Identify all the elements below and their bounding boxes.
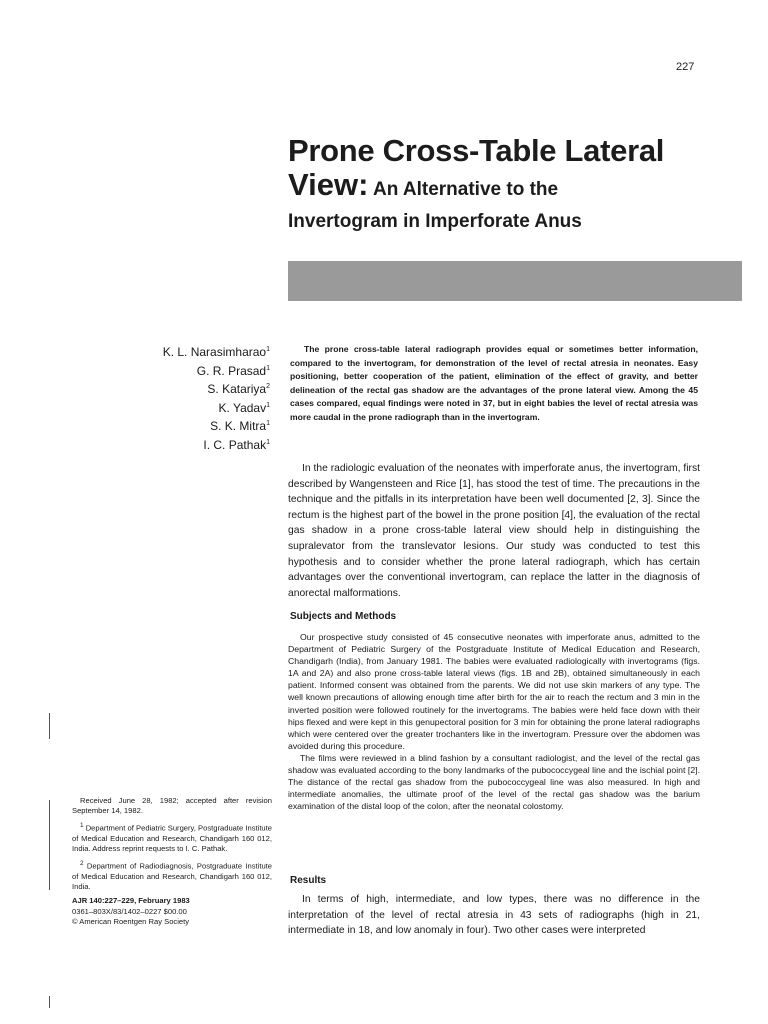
margin-rule bbox=[49, 800, 50, 890]
methods-section bbox=[288, 631, 700, 812]
margin-rule bbox=[49, 996, 50, 1008]
issn-line: 0361–803X/83/1402–0227 $00.00 bbox=[72, 906, 187, 916]
journal-citation: AJR 140:227–229, February 1983 bbox=[72, 896, 190, 906]
title-line-1: Prone Cross-Table Lateral bbox=[288, 133, 665, 168]
methods-heading: Subjects and Methods bbox=[290, 611, 397, 622]
margin-rule bbox=[49, 713, 50, 739]
methods-paragraph: The films were reviewed in a blind fashion by a consultant radiologist, and the level of the rectal gas shadow was evaluated according to the bony landmarks of the pubococcygeal line and the ischial point [2]. The distance of the rectal gas shadow from the pubococcygeal line was also measured. In high and intermediate anomalies, the ultimate proof of the level of the rectal gas shadow was the barium examination of the distal loop of the colon, after the neonatal colostomy. bbox=[288, 752, 700, 812]
footnote-1: $^1$ Department of Pediatric Surgery, Postgraduate Institute of Medical Education and Research, Chandigarh 160 012, India. Address reprint requests to I. C. Pathak. bbox=[72, 821, 272, 854]
footnote-2: $^2$ Department of Radiodiagnosis, Postgraduate Institute of Medical Education and Research, Chandigarh 160 012, India. bbox=[72, 859, 272, 891]
author: I. C. Pathak$^1$ bbox=[203, 437, 270, 452]
author-list bbox=[120, 342, 270, 453]
received-note: Received June 28, 1982; accepted after revision September 14, 1982. bbox=[72, 796, 272, 816]
title-subtitle-part: An Alternative to the bbox=[368, 179, 559, 200]
footnotes bbox=[72, 796, 272, 928]
results-heading: Results bbox=[290, 875, 327, 886]
abstract: The prone cross-table lateral radiograph provides equal or sometimes better information, compared to the invertogram, for demonstration of the level of rectal atresia in neonates. Easy positioning, better cooperation of the patient, elimination of the effect of gravity, and better delineation of the rectal gas shadow are the advantages of the prone lateral view. Among the 45 cases compared, equal findings were noted in 37, but in eight babies the level of rectal atresia was more caudal in the prone radiograph than in the invertogram. bbox=[290, 344, 698, 422]
page-number: 227 bbox=[676, 61, 695, 73]
introduction-paragraph: In the radiologic evaluation of the neonates with imperforate anus, the invertogram, first described by Wangensteen and Rice [1], has stood the test of time. The precautions in the technique and the pitfalls in its interpretation have been well documented [2, 3]. Since the rectum is the highest part of the bowel in the prone position [4], the evaluation of the rectal gas shadow in a prone cross-table lateral view should help in distinguishing the supralevator from the translevator lesions. Our study was conducted to test this hypothesis and to consider whether the prone lateral radiograph, which has certain advantages over the conventional invertogram, can replace the latter in the diagnosis of anorectal malformations. bbox=[288, 463, 700, 599]
author: G. R. Prasad$^1$ bbox=[196, 363, 270, 378]
author: K. Yadav$^1$ bbox=[218, 400, 270, 415]
title-main-word: View: bbox=[288, 167, 369, 202]
methods-paragraph: Our prospective study consisted of 45 consecutive neonates with imperforate anus, admitted to the Department of Pediatric Surgery of the Postgraduate Institute of Medical Education and Research, Chandigarh (India), from January 1981. The babies were evaluated radiologically with invertograms (figs. 1A and 2A) and also prone cross-table lateral views (figs. 1B and 2B), obtained simultaneously in each patient. Informed consent was obtained from the parents. We did not use skin markers of any type. The well known precautions of allowing enough time after birth for the air to reach the rectum and 3 min in the inverted position were followed routinely for the invertograms. The babies were held face down with their hips flexed and were kept in this genupectoral position for 3 min for obtaining the prone lateral radiographs which were centered over the greater trochanters like in the invertogram. Pressure over the abdomen was avoided during this procedure. bbox=[288, 632, 700, 751]
author: K. L. Narasimharao$^1$ bbox=[162, 345, 270, 359]
author: S. Katariya$^2$ bbox=[207, 382, 270, 396]
title-line-3: Invertogram in Imperforate Anus bbox=[288, 211, 582, 232]
copyright-line: © American Roentgen Ray Society bbox=[72, 917, 190, 927]
title-line-2 bbox=[288, 168, 728, 207]
author: S. K. Mitra$^1$ bbox=[210, 419, 270, 433]
results-paragraph: In terms of high, intermediate, and low types, there was no difference in the interpretation of the level of rectal atresia in 43 sets of radiographs (high in 21, intermediate in 18, and low anomaly in four). Two other cases were interpreted bbox=[288, 894, 700, 936]
article-title bbox=[288, 134, 728, 237]
decorative-gray-band bbox=[288, 261, 742, 301]
